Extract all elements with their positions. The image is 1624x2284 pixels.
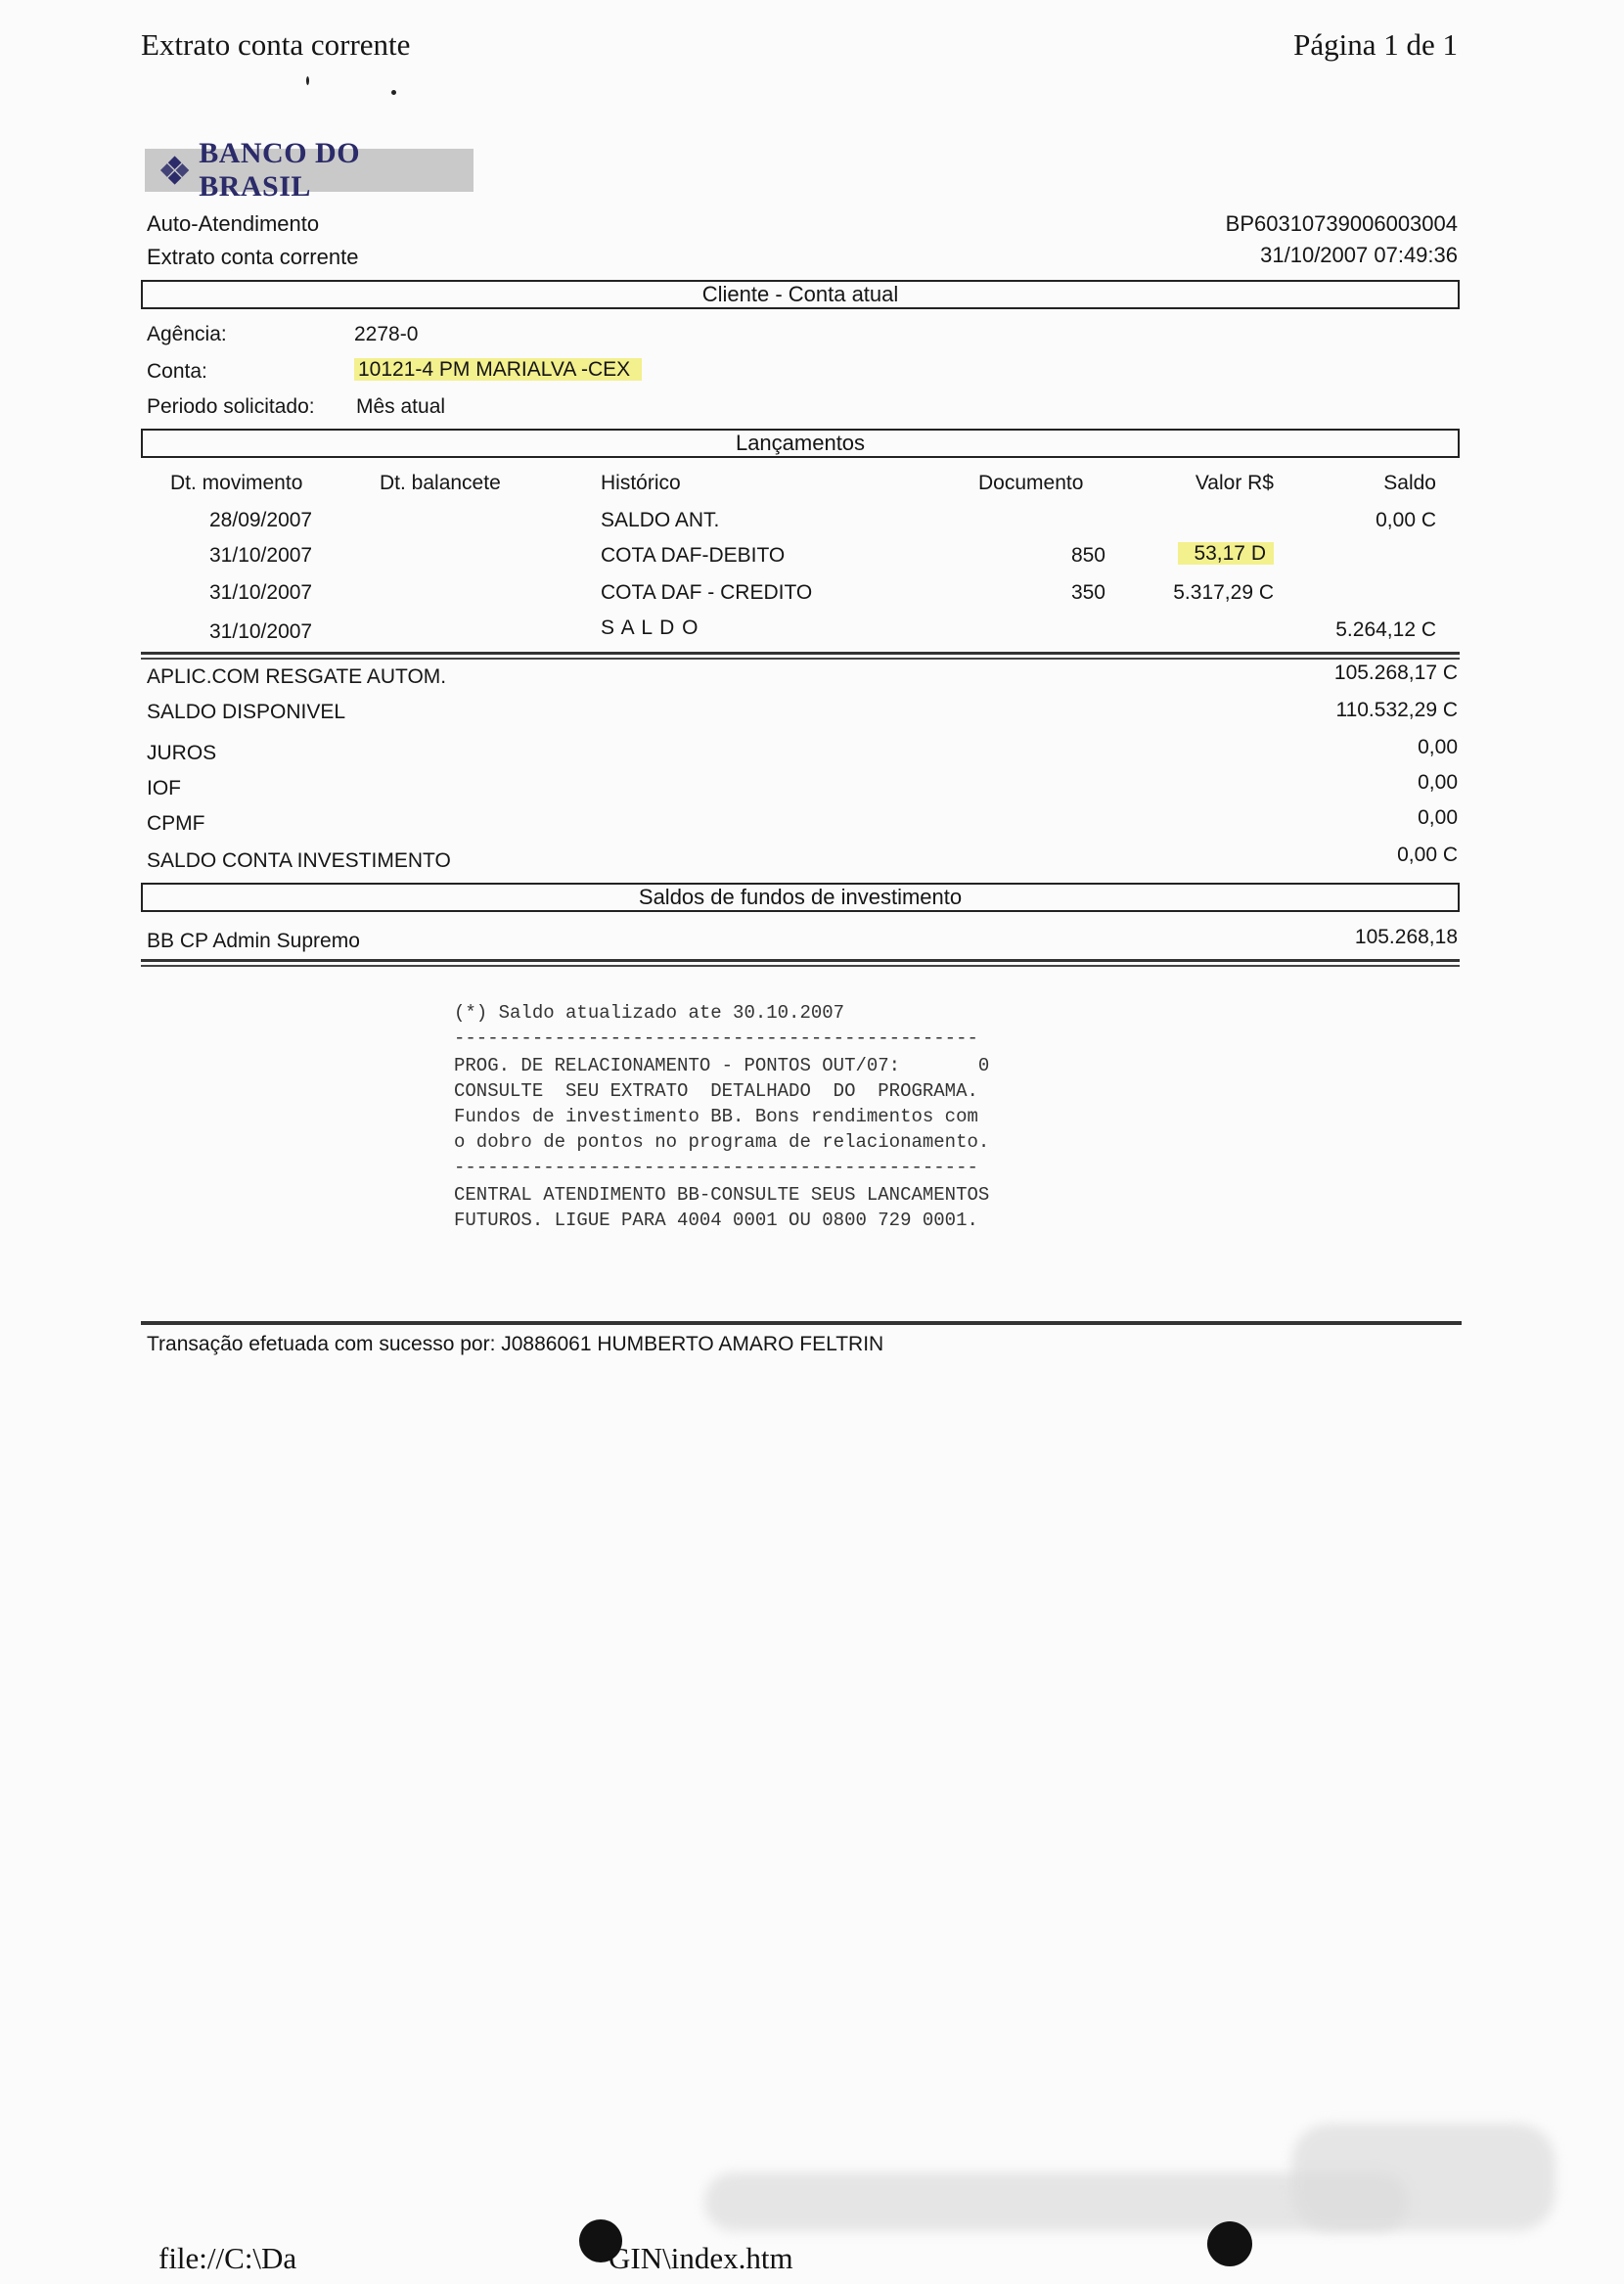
scan-speck <box>391 90 396 95</box>
client-section-title: Cliente - Conta atual <box>701 282 899 306</box>
message-line: CONSULTE SEU EXTRATO DETALHADO DO PROGRAMA. <box>454 1080 978 1102</box>
row-1-valor: 53,17 D <box>1178 542 1274 565</box>
scan-smudge <box>1291 2124 1556 2231</box>
row-0-saldo: 0,00 C <box>1376 509 1436 531</box>
fund-name: BB CP Admin Supremo <box>147 930 360 952</box>
print-footer-url: file://C:\Da <box>158 2241 297 2275</box>
conta-value: 10121-4 PM MARIALVA -CEX <box>354 358 642 381</box>
divider <box>141 658 1460 660</box>
row-1-historico: COTA DAF-DEBITO <box>601 544 786 567</box>
col-historico: Histórico <box>601 472 681 494</box>
divider <box>141 959 1460 962</box>
divider <box>141 652 1460 655</box>
statement-datetime: 31/10/2007 07:49:36 <box>1260 243 1458 267</box>
service-name: Auto-Atendimento <box>147 211 320 236</box>
row-2-dt-mov: 31/10/2007 <box>209 581 313 604</box>
print-page-number: Página 1 de 1 <box>1293 27 1458 62</box>
row-2-documento: 350 <box>1070 581 1105 604</box>
row-2-valor: 5.317,29 C <box>1173 581 1274 604</box>
summary-label-3: IOF <box>147 777 181 799</box>
row-1-dt-mov: 31/10/2007 <box>209 544 313 567</box>
fundos-section-title: Saldos de fundos de investimento <box>638 885 963 909</box>
agencia-value: 2278-0 <box>354 323 419 345</box>
lancamentos-section-title: Lançamentos <box>735 431 866 455</box>
bank-name: BANCO DO BRASIL <box>199 137 361 203</box>
col-valor: Valor R$ <box>1195 472 1274 494</box>
message-line: Fundos de investimento BB. Bons rendimentos com <box>454 1106 978 1127</box>
print-header-title: Extrato conta corrente <box>141 27 411 62</box>
summary-label-4: CPMF <box>147 812 205 835</box>
periodo-label: Periodo solicitado: <box>147 395 315 418</box>
message-line: PROG. DE RELACIONAMENTO - PONTOS OUT/07: 0 <box>454 1055 990 1076</box>
client-section-header <box>141 280 1460 309</box>
row-0-dt-mov: 28/09/2007 <box>209 509 313 531</box>
summary-value-0: 105.268,17 C <box>1333 662 1458 684</box>
agencia-label: Agência: <box>147 323 227 345</box>
col-dt-balancete: Dt. balancete <box>380 472 501 494</box>
footer-divider <box>141 1321 1462 1325</box>
row-1-documento: 850 <box>1070 544 1105 567</box>
message-separator: ----------------------------------------------- <box>454 1028 978 1049</box>
summary-value-4: 0,00 <box>1418 806 1458 829</box>
summary-value-3: 0,00 <box>1418 771 1458 794</box>
col-documento: Documento <box>978 472 1084 494</box>
row-3-dt-mov: 31/10/2007 <box>209 620 313 643</box>
scan-blot <box>1207 2221 1252 2266</box>
col-saldo: Saldo <box>1383 472 1436 494</box>
summary-label-2: JUROS <box>147 742 217 764</box>
message-separator: ----------------------------------------------- <box>454 1157 978 1178</box>
row-3-saldo: 5.264,12 C <box>1335 618 1436 641</box>
message-line: CENTRAL ATENDIMENTO BB-CONSULTE SEUS LANCAMENTOS <box>454 1184 990 1206</box>
fund-value: 105.268,18 <box>1354 926 1458 948</box>
summary-value-2: 0,00 <box>1418 736 1458 758</box>
row-0-historico: SALDO ANT. <box>601 509 720 531</box>
summary-label-5: SALDO CONTA INVESTIMENTO <box>147 849 451 872</box>
row-3-historico: S A L D O <box>601 617 699 639</box>
message-saldo-atualizado: (*) Saldo atualizado ate 30.10.2007 <box>454 1002 845 1024</box>
reference-number: BP60310739006003004 <box>1225 211 1458 236</box>
bank-logo <box>145 137 474 203</box>
row-2-historico: COTA DAF - CREDITO <box>601 581 813 604</box>
fundos-section-header <box>141 883 1460 912</box>
summary-value-5: 0,00 C <box>1397 844 1458 866</box>
message-line: FUTUROS. LIGUE PARA 4004 0001 OU 0800 729 0001. <box>454 1210 978 1231</box>
bb-logo-icon <box>158 154 191 187</box>
summary-value-1: 110.532,29 C <box>1335 699 1458 721</box>
document-type: Extrato conta corrente <box>147 245 359 269</box>
message-line: o dobro de pontos no programa de relacionamento. <box>454 1131 990 1153</box>
periodo-value: Mês atual <box>356 395 446 418</box>
scan-speck <box>306 76 309 85</box>
divider <box>141 965 1460 967</box>
conta-label: Conta: <box>147 360 207 383</box>
transaction-status: Transação efetuada com sucesso por: J0886061 HUMBERTO AMARO FELTRIN <box>147 1333 884 1355</box>
summary-label-0: APLIC.COM RESGATE AUTOM. <box>147 665 447 688</box>
print-footer-url-path: GIN\index.htm <box>609 2241 793 2275</box>
col-dt-movimento: Dt. movimento <box>170 472 303 494</box>
lancamentos-section-header <box>141 429 1460 458</box>
summary-label-1: SALDO DISPONIVEL <box>147 701 346 723</box>
